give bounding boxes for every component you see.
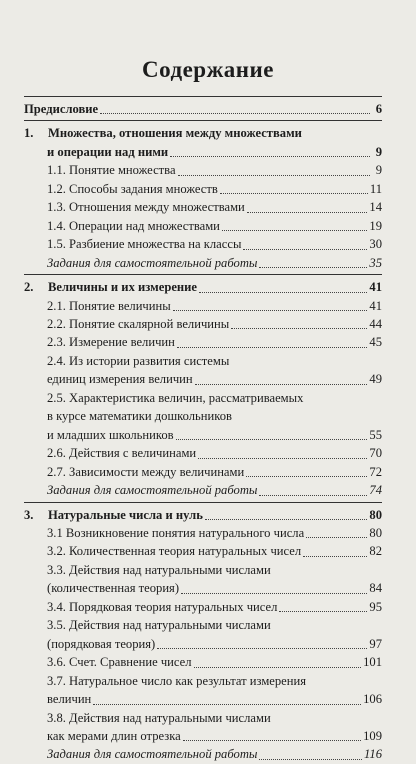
page-number: 106 xyxy=(363,692,382,707)
page-number: 80 xyxy=(369,525,382,540)
dot-leader xyxy=(195,384,368,385)
toc-entry xyxy=(24,180,382,198)
entry-label: Предисловие xyxy=(24,102,99,116)
page-number: 72 xyxy=(369,464,382,479)
toc-entry xyxy=(24,444,382,462)
page-title: Содержание xyxy=(142,57,274,82)
toc-entry xyxy=(24,463,382,481)
section-number: 1. xyxy=(24,126,34,141)
page-number: 14 xyxy=(369,200,382,215)
dot-leader xyxy=(259,495,367,496)
dot-leader xyxy=(220,193,368,194)
entry-label: 2.6. Действия с величинами xyxy=(47,446,197,461)
dot-leader xyxy=(181,593,367,594)
toc-entry xyxy=(24,635,382,653)
entry-label: как мерами длин отрезка xyxy=(47,728,181,743)
dot-leader xyxy=(194,667,362,668)
page-number: 45 xyxy=(369,335,382,350)
section-divider xyxy=(24,502,382,503)
dot-leader xyxy=(259,267,367,268)
toc-entry-line: в курсе математики дошкольников xyxy=(47,409,232,424)
dot-leader xyxy=(247,212,368,213)
dot-leader xyxy=(198,458,367,459)
toc-entry-line: 2.4. Из истории развития системы xyxy=(47,353,230,368)
toc-entry-line: 3.7. Натуральное число как результат измерения xyxy=(47,673,307,688)
entry-label: 3.6. Счет. Сравнение чисел xyxy=(47,655,192,670)
toc-entry xyxy=(24,745,382,763)
section-number: 3. xyxy=(24,507,34,522)
toc-entry-preface xyxy=(24,100,382,118)
toc-entry-section xyxy=(24,506,382,524)
dot-leader xyxy=(100,113,370,114)
toc-entry xyxy=(24,333,382,351)
dot-leader xyxy=(157,648,367,649)
entry-label: и операции над ними xyxy=(47,144,169,159)
page-number: 9 xyxy=(375,163,382,178)
page-number: 49 xyxy=(369,372,382,387)
entry-label: 1.1. Понятие множества xyxy=(47,163,176,178)
entry-label: 1.3. Отношения между множествами xyxy=(47,200,245,215)
toc-entry-line: 3.5. Действия над натуральными числами xyxy=(47,618,271,633)
entry-label: 2.2. Понятие скалярной величины xyxy=(47,316,230,331)
toc-entry xyxy=(24,198,382,216)
page-number: 35 xyxy=(369,255,382,270)
toc-entry-section-cont xyxy=(24,143,382,161)
dot-leader xyxy=(231,328,367,329)
page-number: 44 xyxy=(369,316,382,331)
page-number: 11 xyxy=(369,181,382,196)
dot-leader xyxy=(303,556,367,557)
toc-entry xyxy=(24,542,382,560)
entry-label: единиц измерения величин xyxy=(47,372,193,387)
page-number: 9 xyxy=(375,144,382,159)
toc-entry xyxy=(24,161,382,179)
toc-entry xyxy=(24,481,382,499)
page-number: 19 xyxy=(369,218,382,233)
entry-label-wrap xyxy=(24,278,197,296)
page-number: 30 xyxy=(369,237,382,252)
entry-label-wrap xyxy=(24,506,203,524)
toc-entry-line: 3.8. Действия над натуральными числами xyxy=(47,710,271,725)
dot-leader xyxy=(246,476,367,477)
entry-label: Натуральные числа и нуль xyxy=(48,507,203,522)
toc-entry xyxy=(24,217,382,235)
page-number: 41 xyxy=(369,280,382,295)
toc-entry xyxy=(24,315,382,333)
toc-entry xyxy=(24,235,382,253)
dot-leader xyxy=(173,310,368,311)
section-divider xyxy=(24,120,382,121)
entry-label: Множества, отношения между множествами xyxy=(48,126,302,141)
toc-entry-section xyxy=(24,278,382,296)
toc-entry-section-line xyxy=(24,124,382,142)
entry-label: 3.2. Количественная теория натуральных чисел xyxy=(47,544,302,559)
page-number: 116 xyxy=(364,747,382,762)
entry-label: (порядковая теория) xyxy=(47,636,156,651)
dot-leader xyxy=(170,156,370,157)
entry-label: 2.3. Измерение величин xyxy=(47,335,175,350)
entry-label: 3.4. Порядковая теория натуральных чисел xyxy=(47,599,278,614)
entry-label: Задания для самостоятельной работы xyxy=(47,747,258,762)
dot-leader xyxy=(176,439,368,440)
toc-entry xyxy=(24,524,382,542)
dot-leader xyxy=(183,740,361,741)
dot-leader xyxy=(306,537,367,538)
entry-label: и младших школьников xyxy=(47,427,174,442)
dot-leader xyxy=(243,249,367,250)
dot-leader xyxy=(177,347,368,348)
dot-leader xyxy=(279,611,367,612)
entry-label: Задания для самостоятельной работы xyxy=(47,483,258,498)
entry-label: 1.2. Способы задания множеств xyxy=(47,181,218,196)
entry-label: 3.1 Возникновение понятия натурального числа xyxy=(47,525,305,540)
page-number: 70 xyxy=(369,446,382,461)
section-number: 2. xyxy=(24,280,34,295)
page-number: 74 xyxy=(369,483,382,498)
entry-label: 1.4. Операции над множествами xyxy=(47,218,220,233)
page-number: 101 xyxy=(363,655,382,670)
page-number: 84 xyxy=(369,581,382,596)
section-divider xyxy=(24,274,382,275)
entry-label: величин xyxy=(47,692,92,707)
toc-entry xyxy=(24,598,382,616)
toc-entry xyxy=(24,579,382,597)
toc-entry xyxy=(24,653,382,671)
entry-label: 2.1. Понятие величины xyxy=(47,298,171,313)
page-number: 97 xyxy=(369,636,382,651)
entry-label: 2.7. Зависимости между величинами xyxy=(47,464,245,479)
page-number: 41 xyxy=(369,298,382,313)
page-number: 55 xyxy=(369,427,382,442)
entry-label: (количественная теория) xyxy=(47,581,180,596)
toc-entry-line: 3.3. Действия над натуральными числами xyxy=(47,562,271,577)
dot-leader xyxy=(259,759,362,760)
dot-leader xyxy=(199,292,367,293)
entry-label: Задания для самостоятельной работы xyxy=(47,255,258,270)
dot-leader xyxy=(93,704,361,705)
toc-entry xyxy=(24,370,382,388)
section-divider xyxy=(24,96,382,97)
page-number: 95 xyxy=(369,599,382,614)
dot-leader xyxy=(222,230,368,231)
toc-entry xyxy=(24,727,382,745)
entry-label: Величины и их измерение xyxy=(48,280,198,295)
dot-leader xyxy=(205,519,368,520)
table-of-contents xyxy=(24,94,382,764)
entry-label: 1.5. Разбиение множества на классы xyxy=(47,237,242,252)
toc-entry xyxy=(24,690,382,708)
page-number: 6 xyxy=(375,102,382,116)
toc-entry xyxy=(24,426,382,444)
dot-leader xyxy=(178,175,370,176)
toc-entry-line: 2.5. Характеристика величин, рассматриваемых xyxy=(47,390,304,405)
page-number: 80 xyxy=(369,507,382,522)
toc-entry xyxy=(24,254,382,272)
page-number: 82 xyxy=(369,544,382,559)
toc-entry xyxy=(24,297,382,315)
page-number: 109 xyxy=(363,728,382,743)
